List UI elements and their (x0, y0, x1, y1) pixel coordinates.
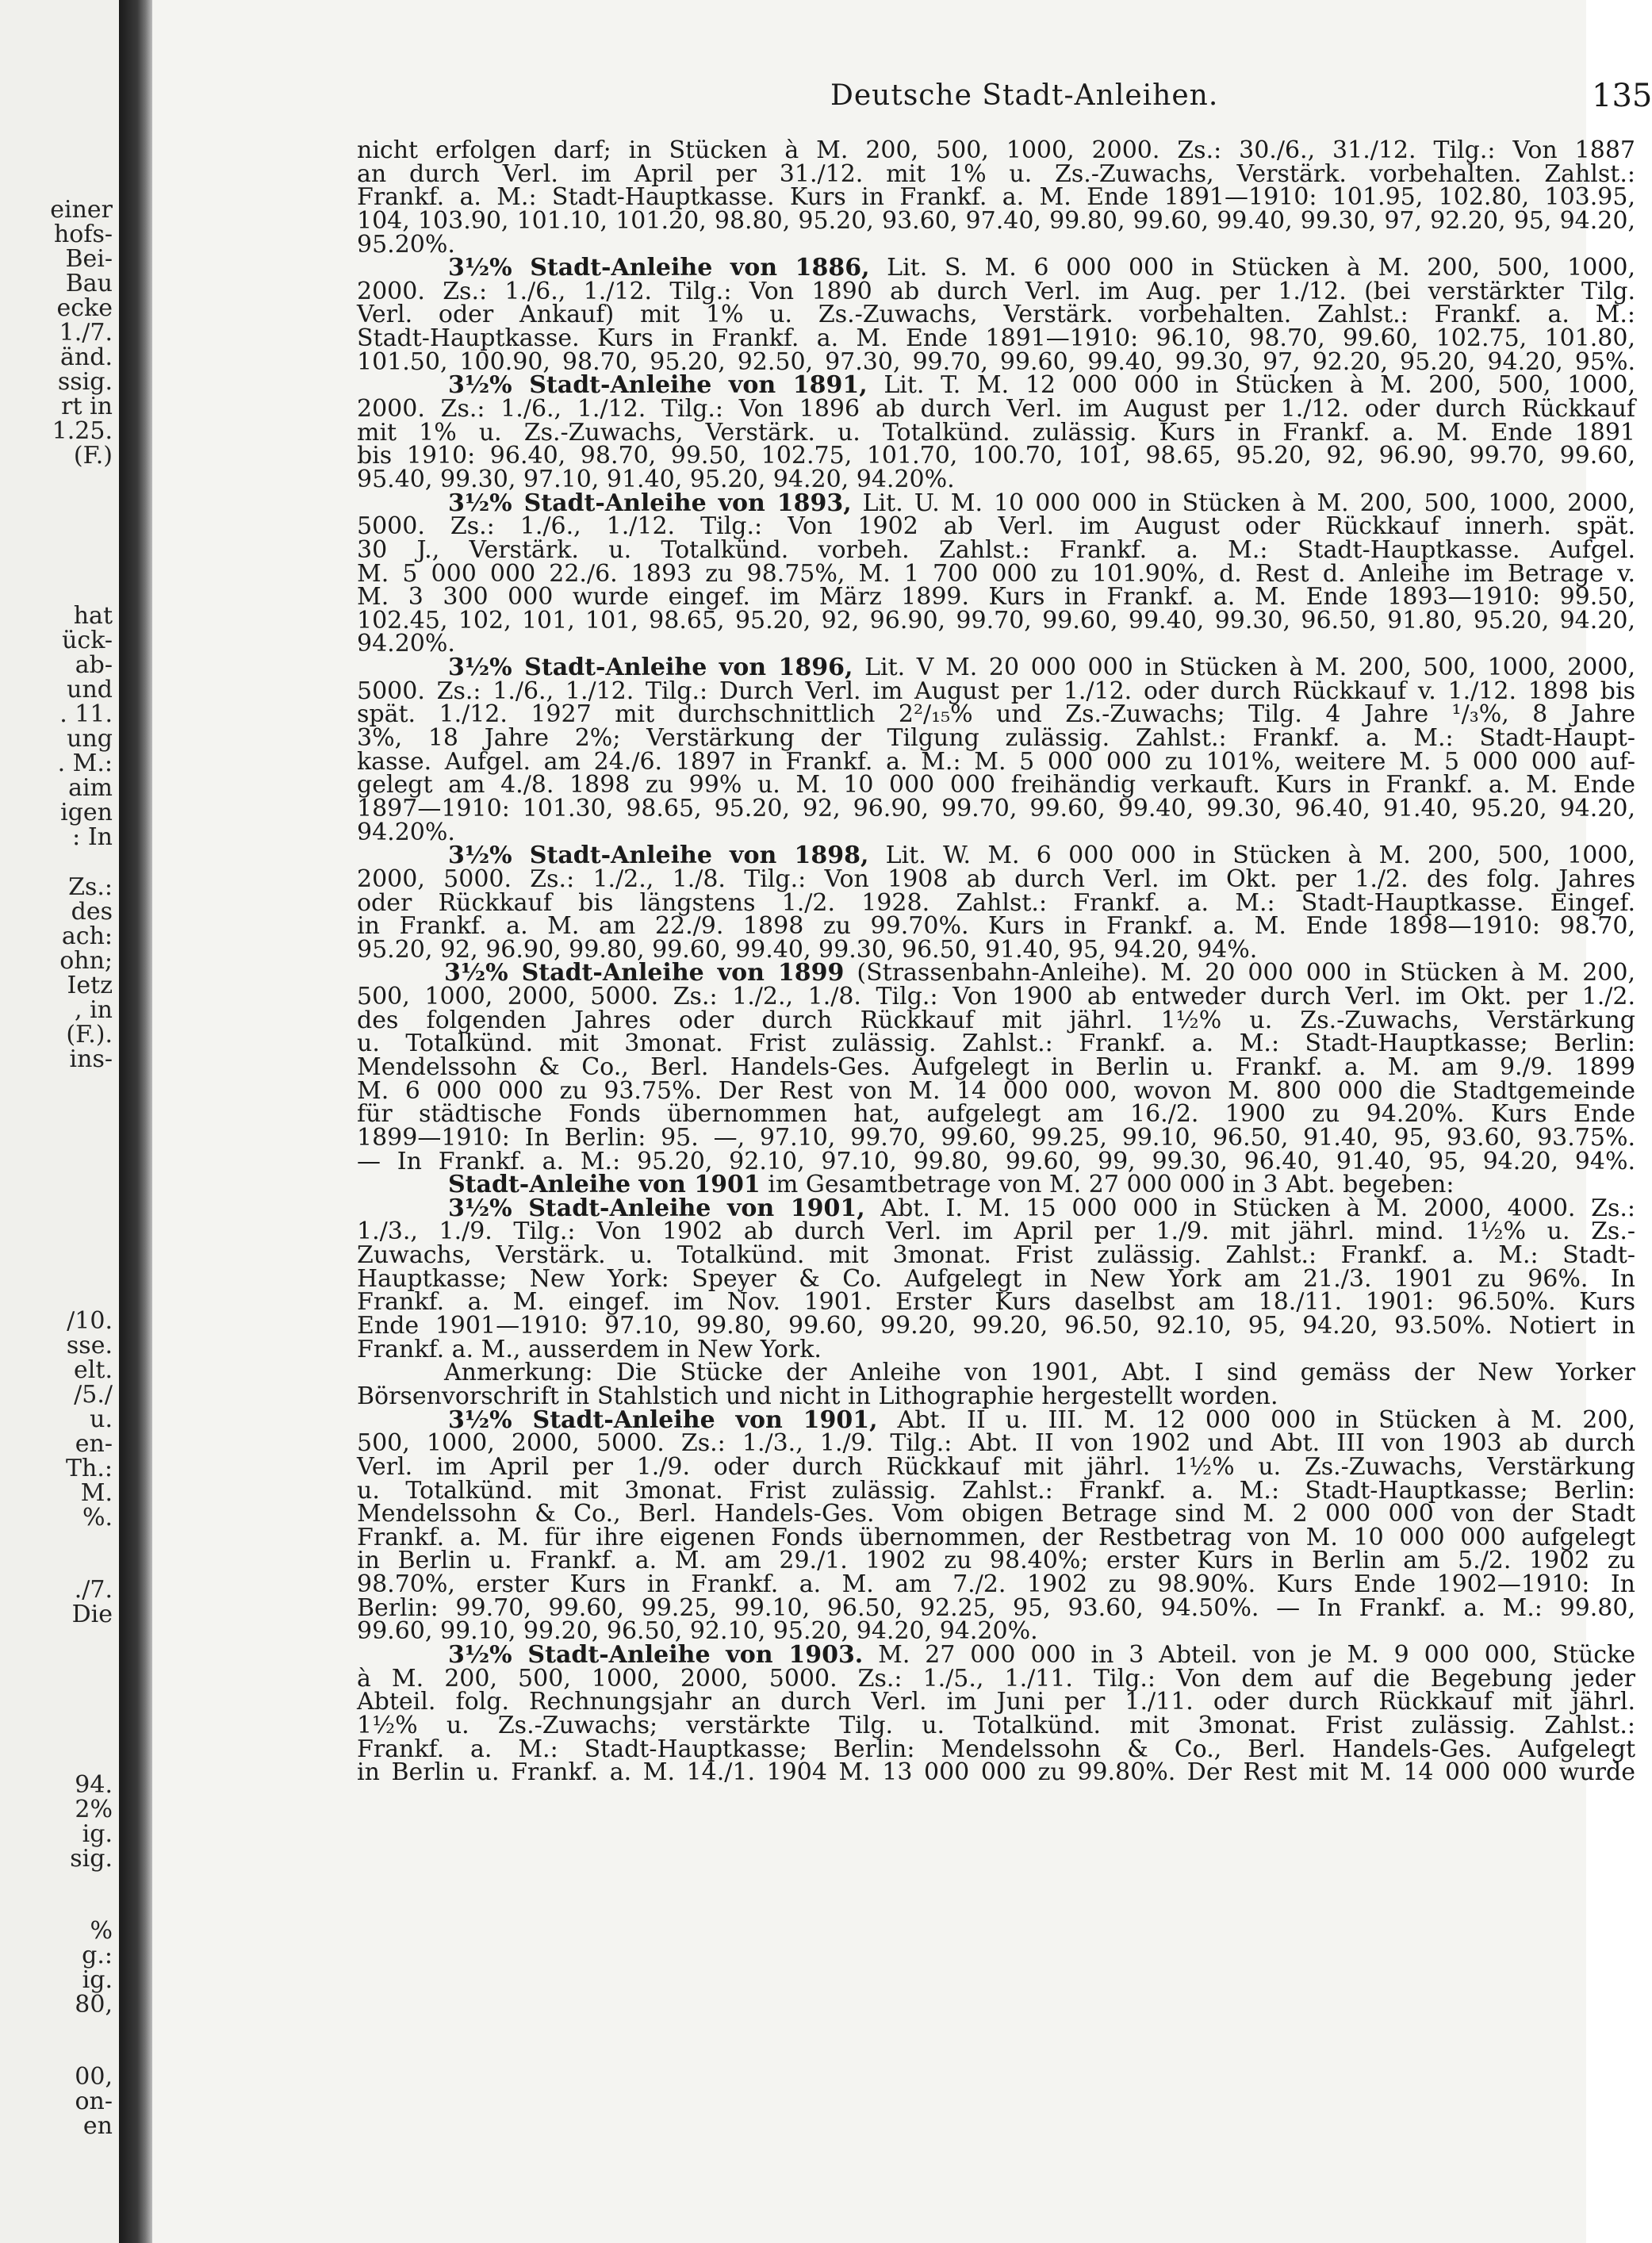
text-line (357, 465, 1635, 493)
text-line (357, 818, 1635, 846)
line-text: 1½% u. Zs.-Zuwachs; verstärkte Tilg. u. Totalkünd. mit 3monat. Frist zulässig. Zahlst.: (357, 1711, 1635, 1739)
text-line (357, 1429, 1635, 1458)
text-line (357, 303, 1635, 327)
line-text: Lit. V M. 20 000 000 in Stücken à M. 200, 500, 1000, 2000, (853, 654, 1635, 682)
facing-page-fragment: Zs.: (68, 873, 113, 901)
line-text: Frankf. a. M. eingef. im Nov. 1901. Erster Kurs daselbst am 18./11. 1901: 96.50%. Kurs (357, 1288, 1635, 1317)
text-line (357, 935, 1635, 964)
bond-heading: 3½% Stadt-Anleihe von 1903. (448, 1641, 864, 1669)
text-line (357, 418, 1635, 447)
text-line (357, 1617, 1635, 1646)
line-text: Zuwachs, Verstärk. u. Totalkünd. mit 3monat. Frist zulässig. Zahlst.: Frankf. a. M.: Stadt- (357, 1241, 1635, 1270)
text-line (357, 347, 1635, 376)
line-text: Frankf. a. M.: Stadt-Hauptkasse; Berlin: Mendelssohn & Co., Berl. Handels-Ges. Aufgelegt (357, 1735, 1635, 1763)
text-line (357, 1361, 1635, 1385)
facing-page-fragment: , in (75, 996, 113, 1024)
line-text: 98.70%, erster Kurs in Frankf. a. M. am 7./2. 1902 zu 98.90%. Kurs Ende 1902—1910: In (357, 1570, 1635, 1599)
line-text: 94.20%. (357, 818, 455, 846)
facing-page-fragment: rt in (61, 393, 113, 420)
line-text: 5000. Zs.: 1./6., 1./12. Tilg.: Von 1902 ab Verl. im August oder Rückkauf innerh. spät. (357, 512, 1635, 541)
page-number: 135 (1592, 78, 1652, 114)
bond-heading: Stadt-Anleihe von 1901 (448, 1171, 761, 1199)
line-text: spät. 1./12. 1927 mit durchschnittlich 2²/₁₅% und Zs.-Zuwachs; Tilg. 4 Jahre ¹/₃%, 8 Jahre (357, 700, 1635, 729)
text-line (357, 489, 1636, 517)
bond-heading: 3½% Stadt-Anleihe von 1896, (448, 654, 853, 682)
line-text: 500, 1000, 2000, 5000. Zs.: 1./3., 1./9. Tilg.: Abt. II von 1902 und Abt. III von 1903 ab durch (357, 1429, 1635, 1458)
line-text: in Berlin u. Frankf. a. M. am 29./1. 1902 zu 98.40%; erster Kurs in Berlin am 5./2. 1902 zu (357, 1547, 1635, 1575)
text-line (357, 1549, 1635, 1573)
facing-page-fragment: ig. (82, 1966, 113, 1994)
bond-heading: 3½% Stadt-Anleihe von 1891, (448, 371, 868, 400)
text-line (357, 1288, 1635, 1317)
line-text: 5000. Zs.: 1./6., 1./12. Tilg.: Durch Verl. im August per 1./12. oder durch Rückkauf v. 1./12. 1898 bis (357, 677, 1635, 705)
facing-page-fragment: 1.25. (52, 417, 113, 445)
line-text: Lit. S. M. 6 000 000 in Stücken à M. 200, 500, 1000, (869, 254, 1636, 282)
line-text: Lit. U. M. 10 000 000 in Stücken à M. 200, 500, 1000, 2000, (851, 489, 1636, 517)
line-text: Mendelssohn & Co., Berl. Handels-Ges. Aufgelegt in Berlin u. Frankf. a. M. am 9./9. 1899 (357, 1052, 1635, 1081)
facing-page-fragment: 94. (75, 1771, 113, 1799)
text-line (357, 1217, 1635, 1246)
text-line (357, 183, 1635, 212)
text-line (357, 1029, 1635, 1058)
line-text: 95.20, 92, 96.90, 99.80, 99.60, 99.40, 99.30, 96.50, 91.40, 95, 94.20, 94%. (357, 935, 1258, 964)
facing-page-fragment: . 11. (59, 700, 113, 728)
facing-page-fragment: ins- (69, 1045, 113, 1073)
text-line (357, 1194, 1635, 1222)
line-text: à M. 200, 500, 1000, 2000, 5000. Zs.: 1./5., 1./11. Tilg.: Von dem auf die Begebung jeder (357, 1664, 1635, 1693)
line-text: oder Rückkauf bis längstens 1./2. 1928. Zahlst.: Frankf. a. M.: Stadt-Hauptkasse. Eingef. (357, 888, 1635, 917)
facing-page-fragment: (F.). (66, 1021, 113, 1049)
text-line (357, 371, 1635, 400)
text-line (357, 1593, 1635, 1622)
text-line (357, 1405, 1635, 1434)
line-text: 102.45, 102, 101, 101, 98.65, 95.20, 92, 96.90, 99.70, 99.60, 99.40, 99.30, 96.50, 91.80, 95.20, 94.20, (357, 606, 1635, 635)
line-text: 95.20%. (357, 230, 455, 259)
line-text: 101.50, 100.90, 98.70, 95.20, 92.50, 97.30, 99.70, 99.60, 99.40, 99.30, 97, 92.20, 95.20, 94.20, 95%. (357, 347, 1635, 376)
text-line (357, 1314, 1635, 1338)
bond-heading: 3½% Stadt-Anleihe von 1898, (448, 842, 869, 870)
text-line (357, 1452, 1635, 1481)
line-text: für städtische Fonds übernommen hat, aufgelegt am 16./2. 1900 zu 94.20%. Kurs Ende (357, 1100, 1635, 1129)
facing-page-fragment: : In (72, 823, 113, 851)
text-line (357, 1382, 1635, 1410)
text-line (357, 559, 1635, 588)
line-text: 30 J., Verstärk. u. Totalkünd. vorbeh. Zahlst.: Frankf. a. M.: Stadt-Hauptkasse. Aufgel. (357, 535, 1635, 564)
facing-page-fragment: und (67, 676, 113, 704)
text-line (357, 512, 1635, 541)
facing-page-fragment: 1./7. (59, 319, 113, 347)
line-text: Frankf. a. M.: Stadt-Hauptkasse. Kurs in Frankf. a. M. Ende 1891—1910: 101.95, 102.80, 103.95, (357, 183, 1635, 212)
line-text: bis 1910: 96.40, 98.70, 99.50, 102.75, 101.70, 100.70, 101, 98.65, 95.20, 92, 96.90, 99.70, 99.60, (357, 442, 1635, 470)
text-line (357, 159, 1635, 188)
facing-page-fragment: ach: (61, 922, 113, 950)
facing-page-fragment: 00, (75, 2063, 113, 2091)
text-line (357, 1711, 1635, 1739)
facing-page-fragment: u. (90, 1405, 113, 1433)
line-text: — In Frankf. a. M.: 95.20, 92.10, 97.10, 99.80, 99.60, 99, 99.30, 96.40, 91.40, 95, 94.20, 94%. (357, 1147, 1635, 1175)
facing-page-fragment: ab- (75, 651, 113, 679)
line-text: M. 5 000 000 22./6. 1893 zu 98.75%, M. 1 700 000 zu 101.90%, d. Rest d. Anleihe im Betrage v. (357, 559, 1635, 588)
line-text: mit 1% u. Zs.-Zuwachs, Verstärk. u. Totalkünd. zulässig. Kurs in Frankf. a. M. Ende 1891 (357, 418, 1635, 447)
bond-heading: 3½% Stadt-Anleihe von 1901, (448, 1405, 878, 1434)
text-line (357, 1570, 1635, 1599)
line-text: 95.40, 99.30, 97.10, 91.40, 95.20, 94.20, 94.20%. (357, 465, 955, 493)
facing-page-fragment: en (82, 2112, 113, 2140)
facing-page-fragment: en- (75, 1430, 113, 1458)
line-text: in Frankf. a. M. am 22./9. 1898 zu 99.70%. Kurs in Frankf. a. M. Ende 1898—1910: 98.70, (357, 912, 1635, 941)
text-line (357, 1173, 1635, 1197)
line-text: 2000, 5000. Zs.: 1./2., 1./8. Tilg.: Von 1908 ab durch Verl. im Okt. per 1./2. des folg. Jahres (357, 865, 1635, 893)
facing-page-fragment: ./7. (74, 1576, 113, 1604)
line-text: Abteil. folg. Rechnungsjahr an durch Verl. im Juni per 1./11. oder durch Rückkauf mit jährl. (357, 1688, 1635, 1716)
line-text: 2000. Zs.: 1./6., 1./12. Tilg.: Von 1890 ab durch Verl. im Aug. per 1./12. (bei verstärkter Tilg. (357, 277, 1635, 305)
line-text: Lit. W. M. 6 000 000 in Stücken à M. 200, 500, 1000, (868, 842, 1635, 870)
text-line (357, 324, 1635, 353)
line-text: an durch Verl. im April per 31./12. mit 1% u. Zs.-Zuwachs, Verstärk. vorbehalten. Zahlst.: (357, 159, 1635, 188)
text-line (357, 1006, 1635, 1034)
text-line (357, 1643, 1635, 1667)
text-line (357, 1123, 1635, 1152)
text-line (357, 1076, 1635, 1105)
text-line (357, 1052, 1635, 1081)
line-text: Berlin: 99.70, 99.60, 99.25, 99.10, 96.50, 92.25, 95, 93.60, 94.50%. — In Frankf. a. M.: 99.80, (357, 1593, 1635, 1622)
facing-page-fragment: 80, (75, 1991, 113, 2019)
facing-page-fragment: Bei- (65, 245, 113, 273)
line-text: Hauptkasse; New York: Speyer & Co. Aufgelegt in New York am 21./3. 1901 zu 96%. In (357, 1264, 1635, 1293)
line-text: kasse. Aufgel. am 24./6. 1897 in Frankf. a. M.: M. 5 000 000 zu 101%, weitere M. 5 000 000 auf- (357, 747, 1635, 776)
facing-page-fragment: /10. (67, 1307, 113, 1335)
facing-page-fragment: on- (75, 2088, 113, 2115)
line-text: Frankf. a. M., ausserdem in New York. (357, 1335, 822, 1363)
facing-page-fragment: des (71, 898, 113, 926)
text-line (357, 1147, 1635, 1175)
line-text: Mendelssohn & Co., Berl. Handels-Ges. Vom obigen Betrage sind M. 2 000 000 von der Stadt (357, 1500, 1635, 1528)
facing-page-fragment: . M.: (57, 750, 113, 777)
line-text: Verl. im April per 1./9. oder durch Rückkauf mit jährl. 1½% u. Zs.-Zuwachs, Verstärkung (357, 1452, 1635, 1481)
line-text: M. 6 000 000 zu 93.75%. Der Rest von M. 14 000 000, wovon M. 800 000 die Stadtgemeinde (357, 1076, 1635, 1105)
line-text: 2000. Zs.: 1./6., 1./12. Tilg.: Von 1896 ab durch Verl. im August per 1./12. oder durch Rückkauf (357, 395, 1635, 424)
text-line (357, 1100, 1635, 1129)
facing-page-fragment: igen (60, 799, 113, 826)
text-line (357, 700, 1635, 729)
line-text: Stadt-Hauptkasse. Kurs in Frankf. a. M. Ende 1891—1910: 96.10, 98.70, 99.60, 102.75, 101.80, (357, 324, 1635, 353)
facing-page-fragment: aim (68, 774, 113, 802)
text-line (357, 395, 1635, 424)
line-text: M. 3 300 000 wurde eingef. im März 1899. Kurs in Frankf. a. M. Ende 1893—1910: 99.50, (357, 583, 1635, 612)
text-line (357, 230, 1635, 259)
text-line (357, 256, 1635, 280)
text-line (357, 794, 1635, 822)
line-text: Abt. II u. III. M. 12 000 000 in Stücken à M. 200, (877, 1405, 1635, 1434)
bond-heading: 3½% Stadt-Anleihe von 1893, (448, 489, 852, 517)
facing-page-fragment: Ietz (67, 972, 113, 999)
line-text: 94.20%. (357, 630, 455, 658)
line-text: Börsenvorschrift in Stahlstich und nicht in Lithographie hergestellt worden. (357, 1382, 1278, 1410)
text-line (357, 656, 1635, 680)
line-text: (Strassenbahn-Anleihe). M. 20 000 000 in Stücken à M. 200, (844, 959, 1635, 987)
text-line (357, 747, 1635, 776)
text-line (357, 606, 1635, 635)
facing-page-fragment: sse. (66, 1332, 113, 1359)
text-line (357, 535, 1635, 564)
text-line (357, 1335, 1635, 1363)
text-line (357, 961, 1635, 985)
line-text: M. 27 000 000 in 3 Abteil. von je M. 9 000 000, Stücke (863, 1641, 1636, 1669)
body-text (357, 136, 1636, 1787)
line-text: gelegt am 4./8. 1898 zu 99% u. M. 10 000 000 freihändig verkauft. Kurs in Frankf. a. M. Ende (357, 771, 1635, 799)
text-line (357, 1523, 1635, 1551)
text-line (357, 1735, 1635, 1763)
facing-page-fragment: ung (67, 725, 113, 753)
bond-heading: 3½% Stadt-Anleihe von 1901, (448, 1194, 865, 1222)
line-text: 500, 1000, 2000, 5000. Zs.: 1./2., 1./8. Tilg.: Von 1900 ab entweder durch Verl. im Okt. per 1./2. (357, 983, 1635, 1011)
line-text: Lit. T. M. 12 000 000 in Stücken à M. 200, 500, 1000, (867, 371, 1635, 400)
line-text: 99.60, 99.10, 99.20, 96.50, 92.10, 95.20, 94.20, 94.20%. (357, 1617, 1038, 1646)
facing-page-fragment: ück- (62, 627, 113, 654)
facing-page-fragment: g.: (82, 1942, 113, 1969)
text-line (357, 1502, 1635, 1526)
text-line (357, 136, 1635, 164)
line-text: 1./3., 1./9. Tilg.: Von 1902 ab durch Verl. im April per 1./9. mit jährl. mind. 1½% u. Zs.- (357, 1217, 1635, 1246)
facing-page-fragment: elt. (74, 1356, 113, 1384)
book-page (152, 0, 1652, 2243)
line-text: im Gesamtbetrage von M. 27 000 000 in 3 Abt. begeben: (760, 1171, 1455, 1199)
line-text: Frankf. a. M. für ihre eigenen Fonds übernommen, der Restbetrag von M. 10 000 000 aufgelegt (357, 1523, 1635, 1551)
facing-page-fragment: % (90, 1917, 113, 1945)
text-line (357, 583, 1635, 612)
facing-page-fragment: hofs- (53, 220, 113, 248)
line-text: 104, 103.90, 101.10, 101.20, 98.80, 95.20, 93.60, 97.40, 99.80, 99.60, 99.40, 99.30, 97, 92.20, 95, 94.20, (357, 206, 1635, 235)
text-line (357, 724, 1635, 753)
line-text: nicht erfolgen darf; in Stücken à M. 200, 500, 1000, 2000. Zs.: 30./6., 31./12. Tilg.: Von 1887 (357, 136, 1635, 164)
facing-page-fragment: %. (82, 1504, 113, 1532)
bond-heading: 3½% Stadt-Anleihe von 1899 (444, 959, 845, 987)
facing-page-fragment: ecke (56, 294, 113, 322)
line-text: 3%, 18 Jahre 2%; Verstärkung der Tilgung zulässig. Zahlst.: Frankf. a. M.: Stadt-Haupt- (357, 724, 1635, 753)
text-line (357, 1264, 1635, 1293)
text-line (357, 912, 1635, 941)
book-gutter (119, 0, 152, 2243)
text-line (357, 888, 1635, 917)
facing-page-fragment: Th.: (66, 1455, 113, 1482)
facing-page-fragment: ohn; (59, 947, 113, 975)
line-text: in Berlin u. Frankf. a. M. 14./1. 1904 M. 13 000 000 zu 99.80%. Der Rest mit M. 14 000 000 wurde (357, 1758, 1635, 1787)
line-text: Abt. I. M. 15 000 000 in Stücken à M. 2000, 4000. Zs.: (864, 1194, 1635, 1222)
facing-page-fragment: ssig. (57, 368, 113, 396)
facing-page-fragment: hat (73, 602, 113, 630)
line-text: u. Totalkünd. mit 3monat. Frist zulässig. Zahlst.: Frankf. a. M.: Stadt-Hauptkasse; Berlin: (357, 1476, 1635, 1505)
facing-page-fragment: einer (50, 196, 113, 224)
facing-page-fragment: 2% (75, 1796, 113, 1823)
text-line (357, 1690, 1635, 1714)
bond-heading: 3½% Stadt-Anleihe von 1886, (448, 254, 870, 282)
running-head: Deutsche Stadt-Anleihen. (830, 79, 1219, 112)
line-text: des folgenden Jahres oder durch Rückkauf mit jährl. 1½% u. Zs.-Zuwachs, Verstärkung (357, 1006, 1635, 1034)
text-line (357, 632, 1635, 656)
facing-page-fragment: M. (80, 1479, 113, 1507)
text-line (357, 1664, 1635, 1693)
text-line (357, 444, 1635, 468)
text-line (357, 277, 1635, 305)
text-line (357, 1241, 1635, 1270)
text-line (357, 844, 1635, 868)
line-text: Ende 1901—1910: 97.10, 99.80, 99.60, 99.20, 99.20, 96.50, 92.10, 95, 94.20, 93.50%. Notiert in (357, 1312, 1635, 1340)
facing-page-fragment: sig. (70, 1845, 113, 1873)
facing-page-fragment: änd. (60, 343, 113, 371)
text-line (357, 677, 1635, 705)
line-text: u. Totalkünd. mit 3monat. Frist zulässig. Zahlst.: Frankf. a. M.: Stadt-Hauptkasse; Berlin: (357, 1029, 1635, 1058)
line-text: Verl. oder Ankauf) mit 1% u. Zs.-Zuwachs, Verstärk. vorbehalten. Zahlst.: Frankf. a. M.: (357, 301, 1635, 329)
text-line (357, 206, 1635, 235)
line-text: Anmerkung: Die Stücke der Anleihe von 1901, Abt. I sind gemäss der New Yorker (444, 1359, 1635, 1387)
facing-page-edge (0, 0, 119, 2243)
facing-page-fragment: (F.) (73, 442, 113, 470)
line-text: 1897—1910: 101.30, 98.65, 95.20, 92, 96.90, 99.70, 99.60, 99.40, 99.30, 96.40, 91.40, 95.20, 94.20, (357, 794, 1635, 822)
text-line (357, 773, 1635, 797)
facing-page-fragment: ig. (82, 1820, 113, 1848)
facing-page-fragment: Bau (65, 270, 113, 297)
line-text: 1899—1910: In Berlin: 95. —, 97.10, 99.70, 99.60, 99.25, 99.10, 96.50, 91.40, 95, 93.60, 93.75%. (357, 1123, 1635, 1152)
text-line (357, 865, 1635, 893)
facing-page-fragment: Die (71, 1601, 113, 1628)
facing-page-fragment: /5./ (74, 1381, 113, 1409)
text-line (357, 985, 1635, 1009)
text-line (357, 1758, 1635, 1787)
text-line (357, 1476, 1635, 1505)
